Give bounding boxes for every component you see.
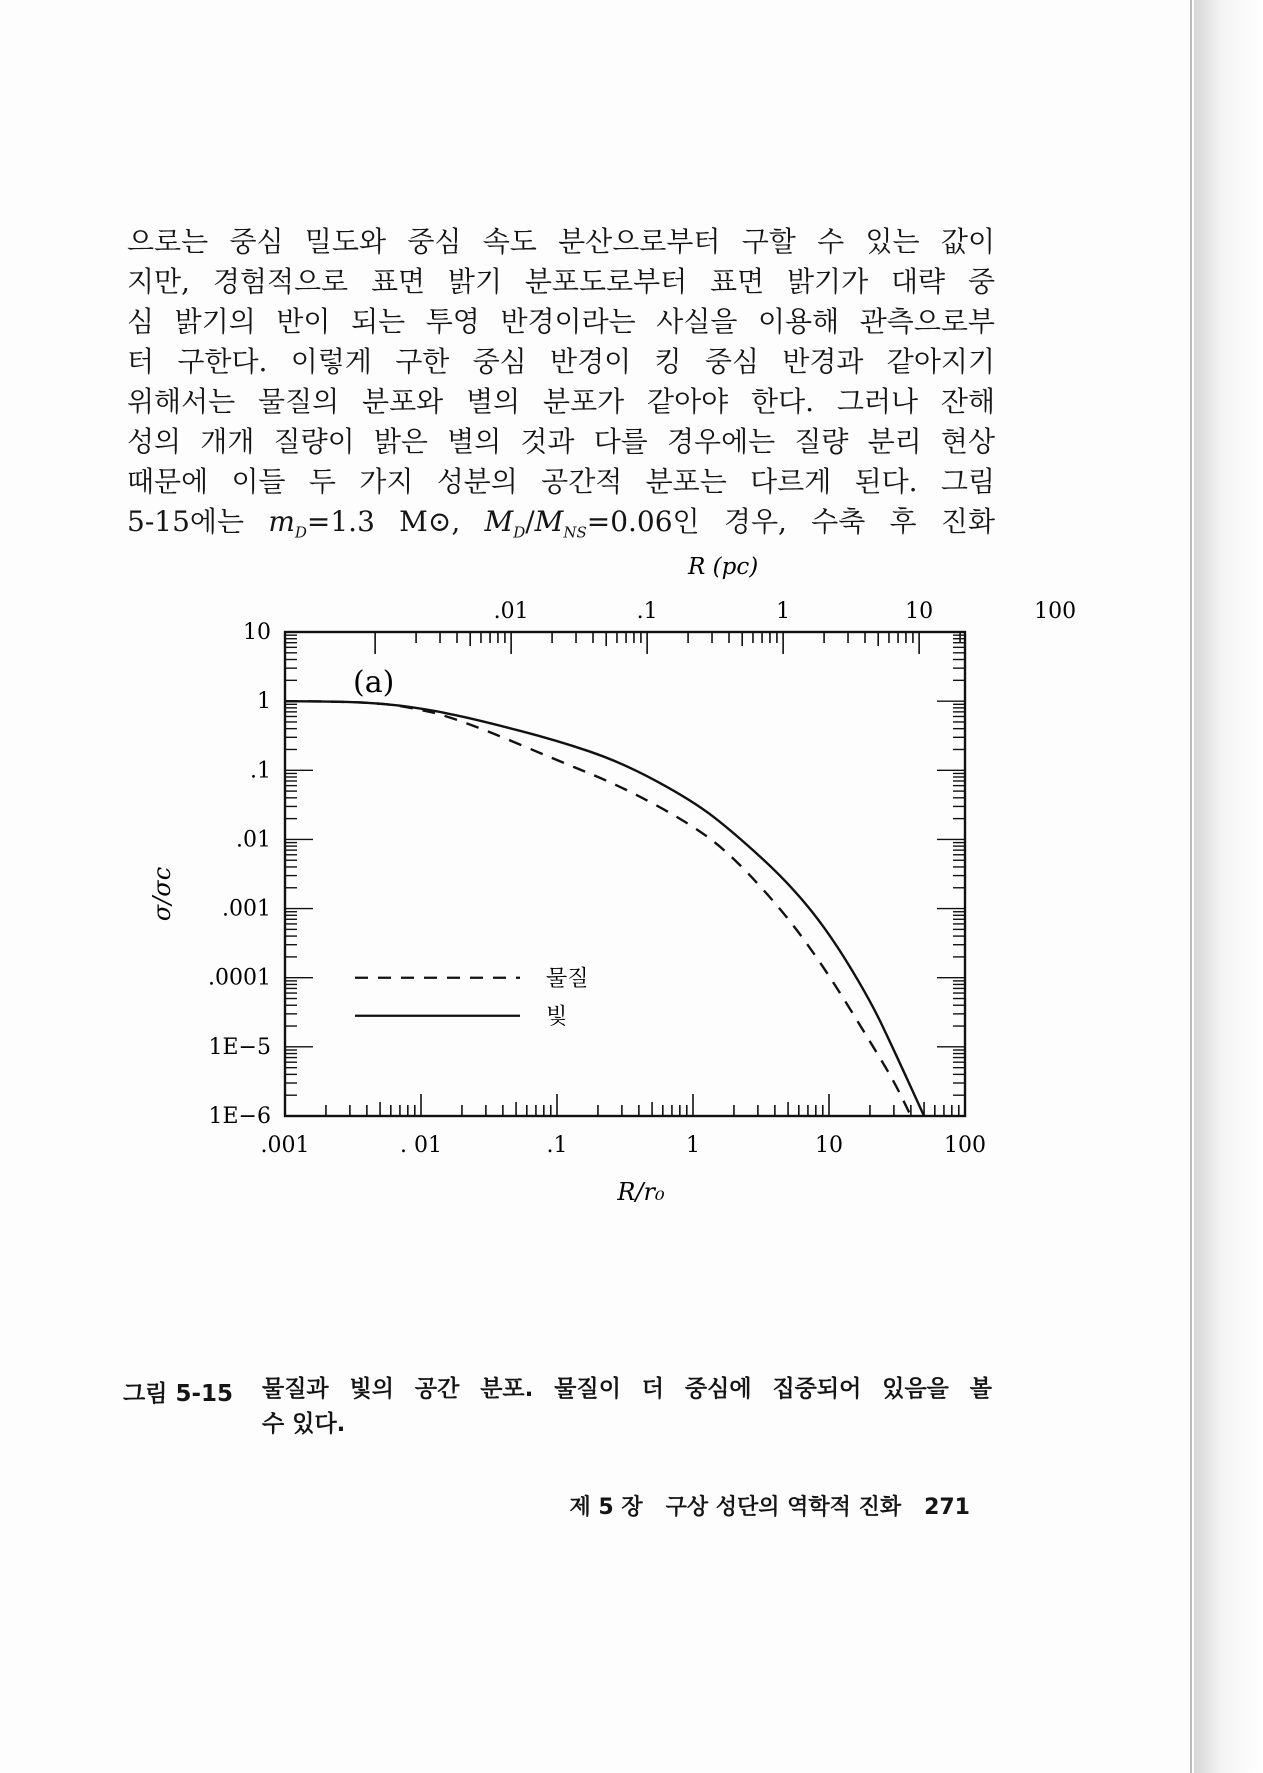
y-tick-label: 1E−6	[208, 1104, 271, 1129]
last-line-suffix: 경우, 수축 후 진화	[723, 505, 995, 538]
paragraph-line-5: 위해서는 물질의 분포와 별의 분포가 같아야 한다. 그러나 잔해	[127, 385, 995, 418]
mass-ratio-expression: $M_D/M_{NS}=0.06$인	[484, 505, 700, 542]
density-profile-chart	[140, 554, 1077, 1360]
footer-title: 구상 성단의 역학적 진화	[665, 1495, 902, 1520]
page-edge-shadow	[1194, 0, 1263, 1773]
x-tick-label-top: 10	[905, 599, 934, 624]
running-footer	[540, 1490, 970, 1521]
figure-caption-line-2: 수 있다.	[262, 1411, 346, 1437]
paragraph-line-7: 때문에 이들 두 가지 성분의 공간적 분포는 다르게 된다. 그림	[127, 465, 995, 498]
paragraph-line-6: 성의 개개 질량이 밝은 별의 것과 다를 경우에는 질량 분리 현상	[127, 425, 995, 458]
last-line-prefix: 5-15에는	[127, 505, 245, 538]
y-tick-label: .0001	[208, 965, 271, 991]
y-tick-label: 10	[243, 620, 271, 645]
y-tick-label: .1	[250, 758, 271, 784]
paragraph-line-4: 터 구한다. 이렇게 구한 중심 반경이 킹 중심 반경과 같아지기	[127, 345, 995, 378]
paragraph-line-1: 으로는 중심 밀도와 중심 속도 분산으로부터 구할 수 있는 값이	[127, 225, 995, 258]
legend-label: 물질	[546, 966, 589, 992]
y-axis-label: σ/σc	[148, 866, 176, 922]
series-line-물질	[285, 701, 911, 1116]
paragraph-line-8	[127, 502, 995, 542]
figure-caption-label: 그림 5-15	[123, 1381, 233, 1407]
figure-caption-line-1: 물질과 빛의 공간 분포. 물질이 더 중심에 집중되어 있음을 볼	[262, 1376, 992, 1402]
x-tick-label-bottom: .001	[260, 1133, 310, 1158]
y-tick-label: 1E−5	[208, 1034, 271, 1060]
x-tick-label-top: .01	[493, 599, 529, 624]
x-tick-label-bottom: 10	[815, 1133, 843, 1158]
top-axis-label: R (pc)	[688, 554, 759, 580]
x-tick-label-bottom: 1	[686, 1133, 700, 1158]
footer-chapter: 제 5 장	[569, 1495, 643, 1520]
legend-label: 빛	[546, 1004, 568, 1030]
x-tick-label-bottom: 100	[944, 1133, 986, 1158]
x-tick-label-top: .1	[636, 599, 658, 624]
y-tick-label: 1	[257, 689, 271, 715]
paragraph-line-3: 심 밝기의 반이 되는 투영 반경이라는 사실을 이용해 관측으로부	[127, 305, 995, 338]
md-expression: $m_D=1.3$ M⊙,	[268, 505, 461, 542]
y-tick-label: .001	[222, 896, 271, 922]
x-tick-label-top: 1	[776, 599, 791, 624]
y-tick-label: .01	[236, 827, 271, 853]
x-axis-label: R/r₀	[617, 1178, 665, 1206]
x-tick-label-top: 100	[1034, 599, 1077, 624]
series-line-빛	[285, 701, 924, 1116]
x-tick-label-bottom: . 01	[400, 1133, 442, 1158]
page-number: 271	[924, 1495, 970, 1520]
panel-label: (a)	[353, 665, 395, 700]
x-tick-label-bottom: .1	[546, 1133, 568, 1158]
paragraph-line-2: 지만, 경험적으로 표면 밝기 분포도로부터 표면 밝기가 대략 중	[127, 265, 995, 298]
